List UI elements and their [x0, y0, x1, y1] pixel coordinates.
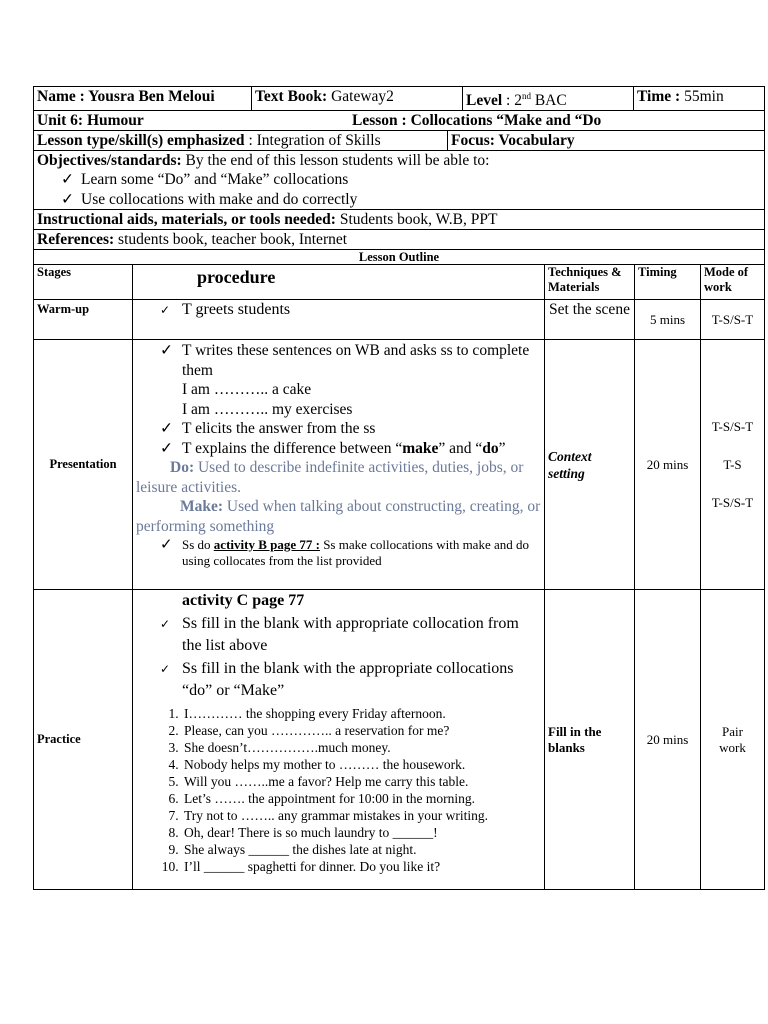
objective-item: ✓ Use collocations with make and do correctly [61, 190, 358, 208]
list-item: 10. I’ll ______ spaghetti for dinner. Do you like it? [182, 858, 541, 875]
col-stages: Stages [34, 265, 133, 300]
make-definition: Make: Used when talking about constructing, creating, or performing something [136, 498, 541, 535]
objective-item: ✓ Learn some “Do” and “Make” collocations [61, 171, 349, 189]
practice-mode: Pair work [701, 590, 765, 890]
outline-table [33, 264, 765, 890]
list-item: 9. She always ______ the dishes late at night. [182, 841, 541, 858]
procedure-item: ✓ Ss fill in the blank with the appropriate collocations “do” or “Make” [160, 659, 514, 700]
list-item: 4. Nobody helps my mother to ……… the housework. [182, 756, 541, 773]
col-timing: Timing [635, 265, 701, 300]
check-icon: ✓ [61, 190, 74, 208]
list-item: 8. Oh, dear! There is so much laundry to ______! [182, 824, 541, 841]
col-procedure: procedure [133, 265, 545, 300]
list-item: 6. Let’s ……. the appointment for 10:00 in the morning. [182, 790, 541, 807]
warmup-procedure: ✓ T greets students [133, 300, 545, 340]
presentation-modes [701, 340, 765, 590]
outline-title: Lesson Outline [34, 250, 765, 265]
practice-row [34, 590, 765, 890]
presentation-timing: 20 mins [635, 340, 701, 590]
list-item: 1. I………… the shopping every Friday afternoon. [182, 705, 541, 722]
teacher-name: Name : Yousra Ben Meloui [34, 87, 252, 111]
column-headers [34, 265, 765, 300]
unit: Unit 6: Humour [37, 112, 144, 130]
do-definition: Do: Used to describe indefinite activities, duties, jobs, or leisure activities. [136, 459, 524, 496]
check-icon: ✓ [160, 439, 173, 457]
aids: Instructional aids, materials, or tools needed: Students book, W.B, PPT [34, 210, 765, 230]
warmup-row [34, 300, 765, 340]
presentation-technique: Context setting [545, 340, 635, 590]
procedure-item: ✓ Ss do activity B page 77 : Ss make collocations with make and do using collocates from the list provided [160, 537, 529, 569]
lesson-title: Lesson : Collocations “Make and “Do [352, 112, 602, 130]
warmup-timing: 5 mins [635, 300, 701, 340]
presentation-row [34, 340, 765, 590]
references-row [34, 230, 765, 250]
outline-title-row [34, 250, 765, 265]
header-table [33, 86, 765, 265]
check-icon: ✓ [160, 537, 173, 554]
list-item: 5. Will you ……..me a favor? Help me carry this table. [182, 773, 541, 790]
practice-timing: 20 mins [635, 590, 701, 890]
mode-2: T-S [723, 456, 742, 472]
procedure-item: ✓ Ss fill in the blank with appropriate collocation from the list above [160, 614, 519, 655]
practice-technique: Fill in the blanks [545, 590, 635, 890]
warmup-technique: Set the scene [545, 300, 635, 340]
activity-title: activity C page 77 [182, 592, 305, 610]
check-icon: ✓ [160, 616, 171, 631]
procedure-item: ✓ T elicits the answer from the ss [160, 420, 376, 438]
procedure-item: ✓ T writes these sentences on WB and asks ss to complete them [160, 342, 530, 379]
objectives: Objectives/standards: By the end of this lesson students will be able to: ✓ Learn some “Do” and “Make” collocations ✓ Use collocations with make and do correctly [34, 151, 765, 210]
textbook: Text Book: Gateway2 [252, 87, 463, 111]
header-row-2 [34, 111, 765, 131]
unit-lesson [34, 111, 765, 131]
check-icon: ✓ [160, 303, 171, 318]
references: References: students book, teacher book, Internet [34, 230, 765, 250]
list-item: 3. She doesn’t…………….much money. [182, 739, 541, 756]
header-row-3 [34, 131, 765, 151]
presentation-procedure: ✓ T writes these sentences on WB and asks ss to complete them I am ……….. a cake I am ……….. my exercises ✓ T elicits the answer from the ss ✓ T explains the difference between “make” and “do” Do: Used to describe indefinite activities, duties, jobs, or leisure activities. Make: Used when talking about constructing, creating, or performing something ✓ Ss do activity B page 77 : Ss make collocations with make and do using collocates from the list provided [133, 340, 545, 590]
lesson-type: Lesson type/skill(s) emphasized : Integration of Skills Focus: Vocabulary [34, 131, 765, 151]
check-icon: ✓ [160, 342, 173, 360]
col-techniques: Techniques & Materials [545, 265, 635, 300]
list-item: 2. Please, can you ………….. a reservation for me? [182, 722, 541, 739]
procedure-item: ✓ T explains the difference between “make” and “do” [160, 439, 506, 457]
lesson-plan [33, 86, 764, 890]
stage-warmup: Warm-up [34, 300, 133, 340]
stage-presentation: Presentation [34, 340, 133, 590]
mode-3: T-S/S-T [711, 494, 754, 510]
mode-1: T-S/S-T [711, 418, 754, 434]
aids-row [34, 210, 765, 230]
check-icon: ✓ [61, 171, 74, 189]
time: Time : 55min [634, 87, 765, 111]
warmup-mode: T-S/S-T [701, 300, 765, 340]
level: Level : 2nd BAC [463, 87, 634, 111]
objectives-row [34, 151, 765, 210]
header-row-1 [34, 87, 765, 111]
practice-procedure [133, 590, 545, 890]
stage-practice: Practice [34, 590, 133, 890]
col-mode: Mode of work [701, 265, 765, 300]
sentence-list [136, 705, 541, 875]
check-icon: ✓ [160, 661, 171, 676]
focus: Focus: Vocabulary [447, 131, 575, 150]
check-icon: ✓ [160, 420, 173, 438]
list-item: 7. Try not to …….. any grammar mistakes in your writing. [182, 807, 541, 824]
